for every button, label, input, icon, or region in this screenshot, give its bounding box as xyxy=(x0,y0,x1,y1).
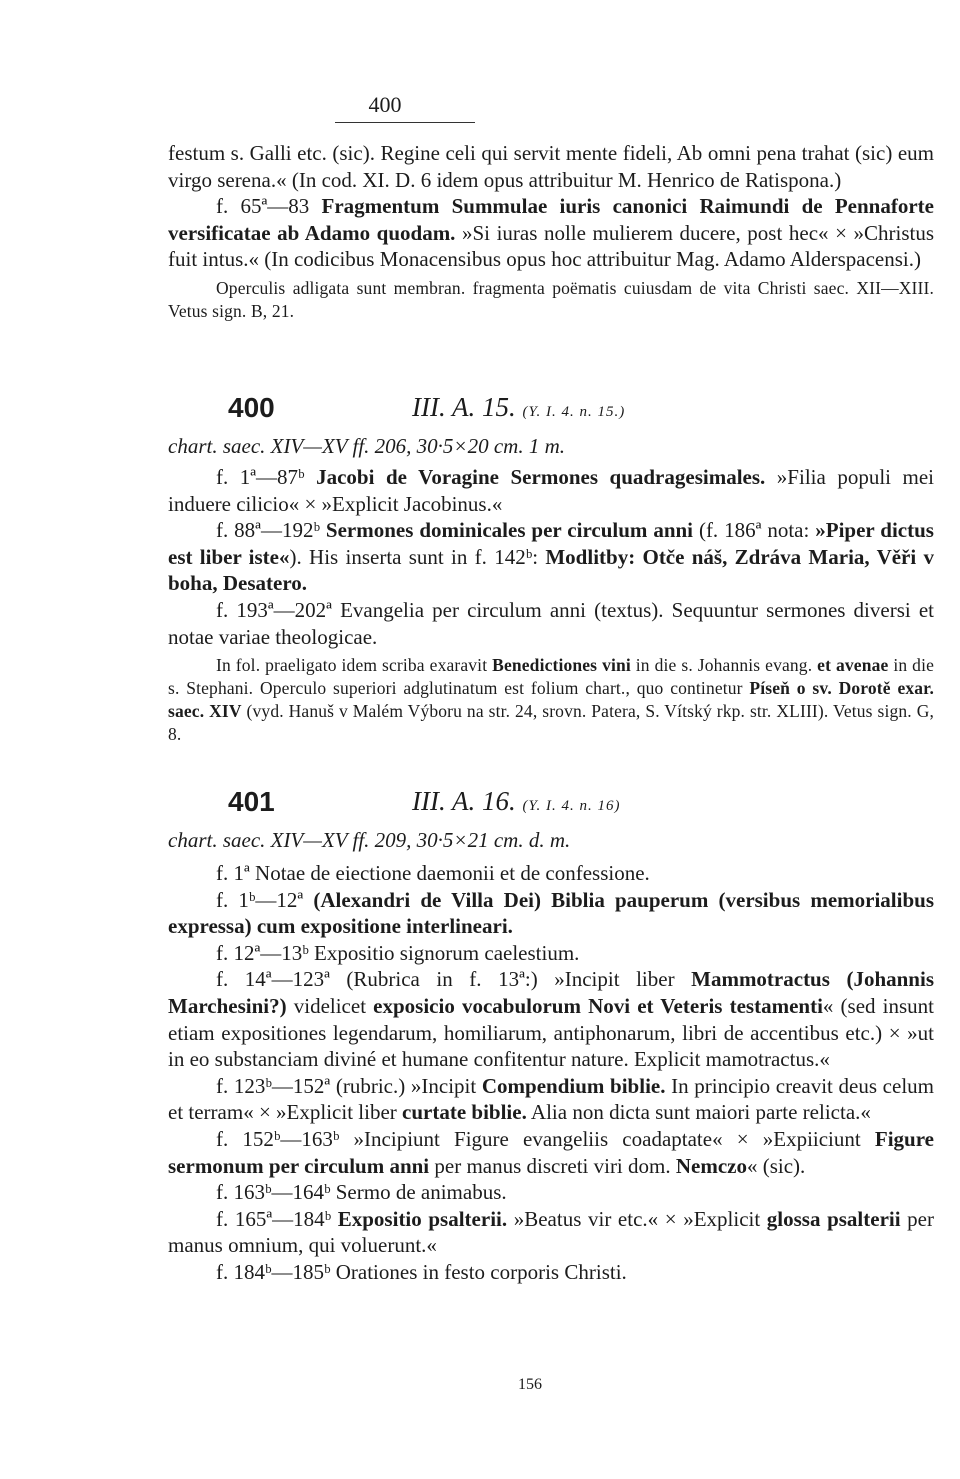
shelf-signature: III. A. 16. (Y. I. 4. n. 16) xyxy=(412,786,621,816)
entry-line: f. 1ᵇ—12ª (Alexandri de Villa Dei) Biblia pauperum (versibus memorialibus expressa) cum expositione interlineari. xyxy=(168,887,934,939)
intro-paragraph: festum s. Galli etc. (sic). Regine celi qui servit mente fideli, Ab omni pena trahat (sic) eum virgo serena.« (In cod. XI. D. 6 idem opus attribuitur M. Henrico de Ratispona.) xyxy=(168,141,934,192)
work-title: Sermones dominicales per circulum anni xyxy=(325,518,694,543)
entry-number: 401 xyxy=(228,786,275,817)
entry-line: f. 1ª—87ᵇ Jacobi de Voragine Sermones quadragesimales. »Filia populi mei induere cilicio« × »Explicit Jacobinus.« xyxy=(168,465,935,516)
fragmentum-paragraph xyxy=(168,193,934,273)
entry-line: f. 1ª Notae de eiectione daemonii et de confessione. xyxy=(216,861,650,885)
entry-line: f. 14ª—123ª (Rubrica in f. 13ª:) »Incipit liber Mammotractus (Johannis Marchesini?) videlicet exposicio vocabulorum Novi et Veteris testamenti« (sed insunt etiam expositiones legendarum, homiliarum, antiphonarum, libri de accentibus etc.) × »ut in eo substanciam diviné et humane confitentur nature. Explicit mamotractus.« xyxy=(168,967,935,1072)
entry-line: f. 152ᵇ—163ᵇ »Incipiunt Figure evangeliis coadaptate« × »Expiiciunt Figure sermonum per circulum anni per manus discreti viri dom. Nemczo« (sic). xyxy=(168,1126,934,1178)
entry-401-description: chart. saec. XIV—XV ff. 209, 30·5×21 cm. d. m. xyxy=(168,828,571,852)
shelf-signature: III. A. 15. (Y. I. 4. n. 15.) xyxy=(412,392,626,422)
entry-line: f. 123ᵇ—152ª (rubric.) »Incipit Compendium biblie. In principio creavit deus celum et terram« × »Explicit liber curtate biblie. Alia non dicta sunt maiori parte relicta.« xyxy=(168,1073,934,1125)
entry-line: f. 163ᵇ—164ᵇ Sermo de animabus. xyxy=(216,1180,507,1205)
entry-400-description: chart. saec. XIV—XV ff. 206, 30·5×20 cm. 1 m. xyxy=(168,434,565,458)
entry-line: f. 12ª—13ᵇ Expositio signorum caelestium. xyxy=(216,940,580,965)
prayer-titles: Modlitby: Otče náš, Zdráva Maria, Věři v boha, Desatero. xyxy=(168,544,935,596)
work-title: Jacobi de Voragine Sermones quadragesimales. xyxy=(316,465,766,489)
intro-section xyxy=(168,140,934,323)
page-number: 400 xyxy=(368,92,402,117)
entry-line: f. 165ª—184ᵇ Expositio psalterii. »Beatus vir etc.« × »Explicit glossa psalterii per manus omnium, qui voluerunt.« xyxy=(168,1206,934,1258)
entry-line: f. 88ª—192ᵇ Sermones dominicales per circulum anni (f. 186ª nota: »Piper dictus est liber iste«). His inserta sunt in f. 142ᵇ: Modlitby: Otče náš, Zdráva Maria, Věři v boha, Desatero. xyxy=(168,518,935,596)
entry-400-header xyxy=(168,392,934,432)
work-title: (Alexandri de Villa Dei) Biblia pauperum (versibus memorialibus expressa) cum expositione interlineari. xyxy=(168,887,934,939)
note-title: »Piper dictus est liber iste« xyxy=(168,518,934,569)
entry-line: f. 184ᵇ—185ᵇ Orationes in festo corporis Christi. xyxy=(216,1259,627,1284)
folio-range: f. 65ª—83 xyxy=(216,194,322,219)
page-number-rule xyxy=(335,122,475,123)
entry-400-body xyxy=(168,464,934,746)
intro-note: Operculis adligata sunt membran. fragmenta poëmatis cuiusdam de vita Christi saec. XII—XIII. Vetus sign. B, 21. xyxy=(168,277,934,321)
entry-note: In fol. praeligato idem scriba exaravit Benedictiones vini in die s. Johannis evang. et avenae in die s. Stephani. Operculo superiori adglutinatum est folium chart., quo continetur Píseň o sv. Dorotě exar. saec. XIV (vyd. Hanuš v Malém Výboru na str. 24, srovn. Patera, S. Vítský rkp. str. XLIII). Vetus sign. G, 8. xyxy=(168,655,935,745)
entry-401-body xyxy=(168,860,934,1286)
footer-page-number: 156 xyxy=(518,1376,542,1393)
incipit-text: »Si iuras nolle mulierem ducere, post hec« × »Christus fuit intus.« (In codicibus Monacensibus opus hoc attribuitur Mag. Adamo Alderspacensi.) xyxy=(168,220,934,272)
work-title: Fragmentum Summulae iuris canonici Raimundi de Pennaforte versificatae ab Adamo quodam. xyxy=(168,194,934,245)
old-signature: (Y. I. 4. n. 16) xyxy=(522,798,621,814)
entry-401-header xyxy=(168,786,934,826)
entry-number: 400 xyxy=(228,392,275,423)
old-signature: (Y. I. 4. n. 15.) xyxy=(522,404,626,420)
entry-line: f. 193ª—202ª Evangelia per circulum anni (textus). Sequuntur sermones diversi et notae variae theologicae. xyxy=(168,597,934,649)
